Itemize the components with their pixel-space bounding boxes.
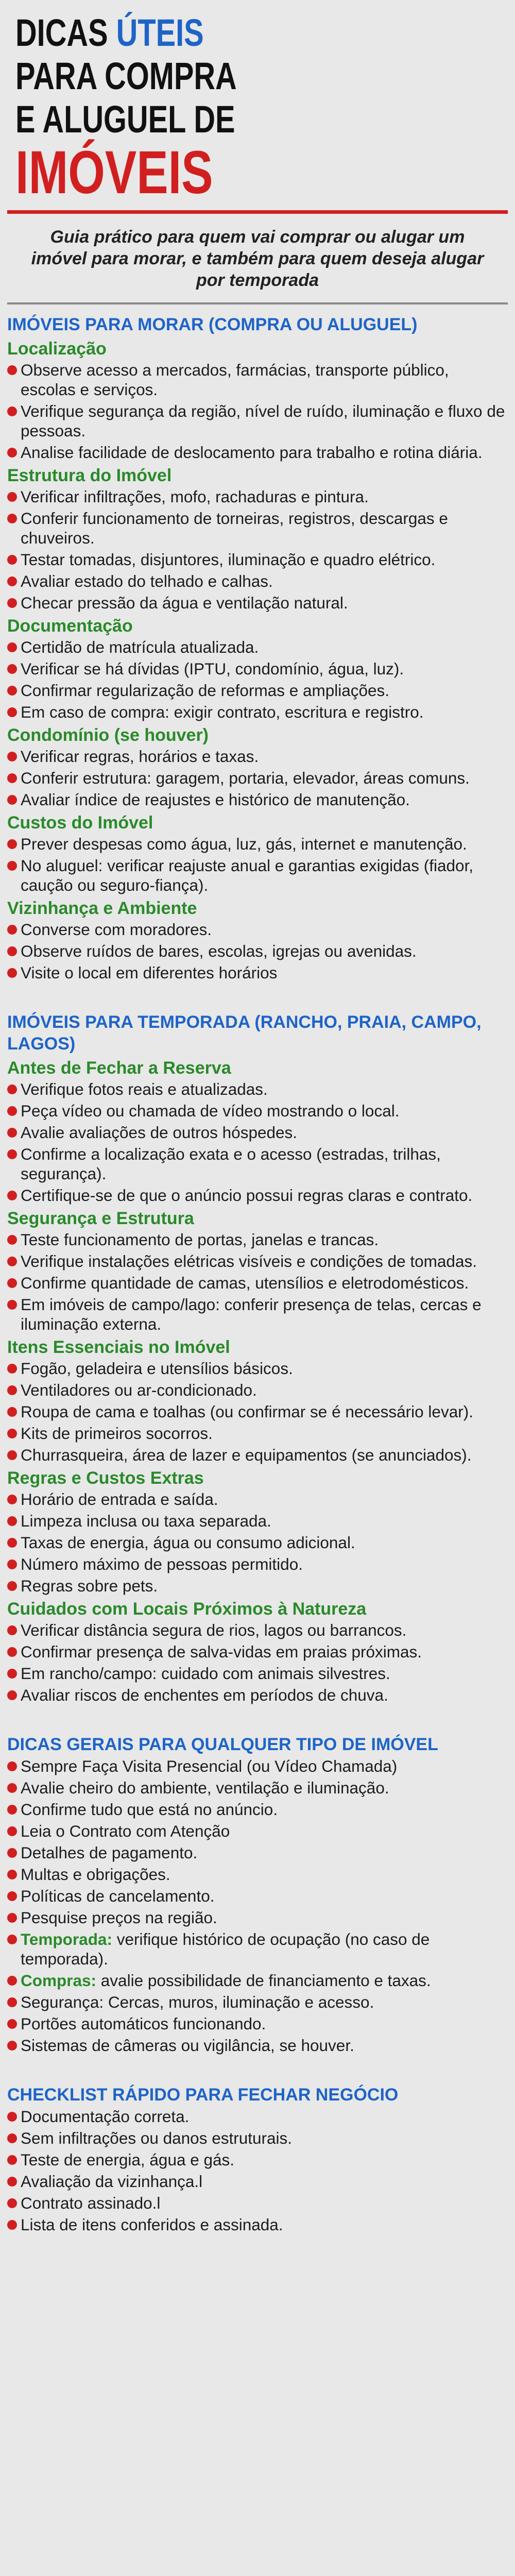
list-item [7,2036,508,2055]
list-item [7,1778,508,1798]
list-item-text: Detalhes de pagamento. [21,1843,198,1862]
list-item-text: Confirme quantidade de camas, utensílios e eletrodomésticos. [21,1274,469,1292]
list-item [7,1886,508,1906]
subsection-title: Itens Essenciais no Imóvel [7,1337,230,1357]
list-item-text: Teste funcionamento de portas, janelas e trancas. [21,1230,379,1249]
list-item-text: Peça vídeo ou chamada de vídeo mostrando o local. [21,1101,400,1120]
bullet-icon [7,861,17,871]
bullet-list [7,2107,508,2234]
list-item [7,2172,508,2191]
subsection-title: Localização [7,339,107,359]
bullet-icon [7,2155,17,2165]
list-item-text: Conferir estrutura: garagem, portaria, elevador, áreas comuns. [21,769,470,787]
bullet-list [7,1756,508,2055]
list-item-text: Verifique segurança da região, nível de ruído, iluminação e fluxo de pessoas. [21,402,505,440]
list-item-text: Avaliação da vizinhança.l [21,2172,203,2191]
intro-text: Guia prático para quem vai comprar ou alugar um imóvel para morar, e também para quem deseja alugar por temporada [31,227,484,290]
list-item-text: Testar tomadas, disjuntores, iluminação e quadro elétrico. [21,550,436,569]
bullet-icon [7,839,17,849]
bullet-list [7,747,508,809]
list-item [7,1489,508,1509]
list-item [7,550,508,569]
bullet-icon [7,707,17,717]
subsection-title: Vizinhança e Ambiente [7,899,197,918]
bullet-icon [7,555,17,565]
list-item [7,1359,508,1378]
bullet-icon [7,365,17,375]
section-spacer [7,2057,508,2073]
bullet-icon [7,1257,17,1266]
list-item [7,1402,508,1421]
list-item-text: avalie possibilidade de financiamento e taxas. [96,1971,431,1990]
section-spacer [7,985,508,1000]
list-item [7,1144,508,1183]
bullet-icon [7,1935,17,1944]
bullet-icon [7,1495,17,1504]
bullet-icon [7,1429,17,1438]
list-item [7,1380,508,1400]
list-item-text: Roupa de cama e toalhas (ou confirmar se é necessário levar). [21,1402,473,1421]
list-item [7,1971,508,1990]
list-item [7,1273,508,1293]
bullet-list [7,360,508,462]
bullet-icon [7,1913,17,1923]
bullet-icon [7,1538,17,1548]
bullet-list [7,1079,508,1205]
bullet-list [7,1230,508,1334]
bullet-icon [7,946,17,956]
list-item [7,1554,508,1574]
bullet-icon [7,1690,17,1700]
bullet-icon [7,514,17,523]
list-item [7,443,508,462]
list-item-text: Horário de entrada e saída. [21,1490,218,1509]
list-item [7,1079,508,1099]
list-item [7,768,508,788]
bullet-icon [7,1560,17,1569]
list-item [7,2107,508,2126]
list-item-lead: Temporada: [21,1930,112,1948]
list-item-text: Limpeza inclusa ou taxa separada. [21,1512,271,1530]
list-item [7,509,508,548]
bullet-icon [7,968,17,978]
bullet-icon [7,1450,17,1460]
list-item [7,637,508,657]
list-item-text: Ventiladores ou ar-condicionado. [21,1381,257,1399]
bullet-list [7,1620,508,1705]
bullet-icon [7,2198,17,2208]
bullet-icon [7,2220,17,2230]
list-item [7,963,508,982]
list-item-text: Verificar se há dívidas (IPTU, condomínio, água, luz). [21,659,404,678]
bullet-icon [7,925,17,935]
list-item [7,1423,508,1443]
list-item-text: Kits de primeiros socorros. [21,1424,213,1443]
list-item [7,1685,508,1705]
list-item [7,747,508,766]
list-item [7,1800,508,1819]
bullet-icon [7,2133,17,2143]
bullet-icon [7,1783,17,1793]
list-item-text: Conferir funcionamento de torneiras, registros, descargas e chuveiros. [21,509,448,547]
list-item [7,681,508,700]
section-title: IMÓVEIS PARA TEMPORADA (RANCHO, PRAIA, CAMPO, LAGOS) [7,1012,482,1054]
bullet-icon [7,1761,17,1771]
bullet-list [7,1359,508,1465]
list-item [7,1511,508,1531]
list-item [7,1185,508,1205]
subsection-title: Antes de Fechar a Reserva [7,1058,231,1078]
bullet-list [7,920,508,982]
list-item [7,1843,508,1862]
bullet-icon [7,686,17,696]
bullet-icon [7,1669,17,1679]
list-item-text: Analise facilidade de deslocamento para trabalho e rotina diária. [21,443,483,462]
bullet-icon [7,1300,17,1310]
bullet-list [7,487,508,613]
list-item-text: Contrato assinado.l [21,2194,161,2212]
list-item-text: No aluguel: verificar reajuste anual e garantias exigidas (fiador, caução ou seguro-fiança). [21,856,474,894]
list-item [7,2215,508,2234]
bullet-icon [7,1891,17,1901]
list-item-text: Documentação correta. [21,2107,190,2126]
list-item [7,1908,508,1927]
title-line-2: PARA COMPRA [15,55,237,97]
list-item-text: Visite o local em diferentes horários [21,963,278,982]
list-item-text: Pesquise preços na região. [21,1908,217,1927]
list-item-lead: Compras: [21,1971,97,1990]
bullet-icon [7,1870,17,1879]
list-item-text: Verifique instalações elétricas visíveis e condições de tomadas. [21,1252,477,1270]
list-item-text: Avaliar índice de reajustes e histórico de manutenção. [21,790,410,809]
list-item [7,1642,508,1662]
section-spacer [7,1707,508,1722]
list-item [7,1533,508,1552]
list-item [7,790,508,809]
bullet-icon [7,1084,17,1094]
list-item [7,1251,508,1271]
bullet-icon [7,1106,17,1116]
list-item-text: Avalie cheiro do ambiente, ventilação e iluminação. [21,1778,389,1797]
bullet-list [7,637,508,722]
list-item-text: Verificar regras, horários e taxas. [21,747,259,766]
bullet-icon [7,598,17,608]
list-item-text: Avaliar estado do telhado e calhas. [21,572,273,590]
list-item-text: Confirmar regularização de reformas e ampliações. [21,681,390,700]
bullet-icon [7,664,17,674]
list-item-text: Sistemas de câmeras ou vigilância, se houver. [21,2036,354,2055]
subsection-title: Regras e Custos Extras [7,1468,204,1488]
list-item-text: Confirme a localização exata e o acesso (estradas, trilhas, segurança). [21,1145,441,1183]
bullet-icon [7,1385,17,1395]
list-item-text: Checar pressão da água e ventilação natural. [21,594,348,612]
list-item-text: Verificar infiltrações, mofo, rachaduras e pintura. [21,487,369,506]
subsection-title: Cuidados com Locais Próximos à Natureza [7,1599,367,1619]
list-item-text: Converse com moradores. [21,920,212,939]
list-item [7,1123,508,1142]
list-item [7,1101,508,1121]
bullet-icon [7,1581,17,1591]
bullet-icon [7,1364,17,1374]
document-content [7,314,508,2234]
header-divider [7,210,508,214]
title-line-4: IMÓVEIS [15,139,213,207]
list-item [7,1230,508,1249]
list-item [7,941,508,961]
bullet-icon [7,1997,17,2007]
bullet-icon [7,1407,17,1417]
bullet-icon [7,1647,17,1657]
list-item-text: Verificar distância segura de rios, lagos ou barrancos. [21,1621,407,1639]
list-item-text: Portões automáticos funcionando. [21,2014,266,2033]
list-item-text: Leia o Contrato com Atenção [21,1822,230,1840]
list-item [7,2150,508,2170]
bullet-icon [7,1848,17,1858]
bullet-icon [7,1805,17,1815]
list-item-text: Prever despesas como água, luz, gás, internet e manutenção. [21,835,467,853]
bullet-icon [7,752,17,761]
bullet-icon [7,1235,17,1245]
list-item-text: Observe acesso a mercados, farmácias, transporte público, escolas e serviços. [21,361,449,399]
bullet-icon [7,1278,17,1288]
bullet-list [7,834,508,895]
bullet-icon [7,795,17,805]
list-item-text: Em caso de compra: exigir contrato, escritura e registro. [21,703,424,721]
list-item-text: Avaliar riscos de enchentes em períodos de chuva. [21,1686,388,1704]
list-item [7,2193,508,2213]
bullet-icon [7,1976,17,1986]
bullet-icon [7,1128,17,1138]
list-item-text: Certifique-se de que o anúncio possui regras claras e contrato. [21,1186,473,1205]
list-item-text: Multas e obrigações. [21,1865,170,1884]
list-item [7,571,508,591]
bullet-icon [7,2041,17,2050]
list-item-text: Sempre Faça Visita Presencial (ou Vídeo Chamada) [21,1757,398,1775]
list-item-text: Teste de energia, água e gás. [21,2150,235,2169]
list-item [7,1929,508,1969]
list-item-text: Confirmar presença de salva-vidas em praias próximas. [21,1642,422,1661]
list-item [7,834,508,854]
title-emphasis: ÚTEIS [116,11,204,54]
list-item-text: Verifique fotos reais e atualizadas. [21,1080,268,1098]
section-title: DICAS GERAIS PARA QUALQUER TIPO DE IMÓVEL [7,1735,438,1754]
title-prefix: DICAS [15,11,116,54]
list-item-text: Sem infiltrações ou danos estruturais. [21,2129,293,2147]
list-item-text: Fogão, geladeira e utensílios básicos. [21,1359,293,1378]
subsection-title: Condomínio (se houver) [7,725,209,745]
bullet-icon [7,1625,17,1635]
bullet-icon [7,406,17,416]
bullet-icon [7,2177,17,2187]
list-item-text: Confirme tudo que está no anúncio. [21,1800,278,1819]
list-item-text: Em rancho/campo: cuidado com animais silvestres. [21,1664,390,1683]
list-item [7,593,508,613]
list-item [7,1865,508,1884]
title-line-3: E ALUGUEL DE [15,98,235,141]
list-item [7,920,508,939]
list-item [7,702,508,722]
bullet-icon [7,2019,17,2029]
list-item [7,401,508,440]
list-item [7,2128,508,2148]
bullet-icon [7,2112,17,2122]
list-item [7,2014,508,2033]
list-item [7,1992,508,2012]
list-item [7,1664,508,1683]
list-item [7,360,508,399]
section-title: IMÓVEIS PARA MORAR (COMPRA OU ALUGUEL) [7,315,418,334]
title-line-1 [15,11,400,55]
intro-divider [7,302,508,304]
list-item [7,1576,508,1596]
bullet-icon [7,577,17,586]
subsection-title: Custos do Imóvel [7,813,153,833]
list-item-text: Taxas de energia, água ou consumo adicional. [21,1533,355,1552]
bullet-icon [7,642,17,652]
bullet-icon [7,1826,17,1836]
list-item-text: Lista de itens conferidos e assinada. [21,2215,283,2234]
bullet-icon [7,1516,17,1526]
list-item [7,487,508,506]
subsection-title: Estrutura do Imóvel [7,466,172,485]
list-item [7,1445,508,1465]
list-item [7,1821,508,1841]
list-item [7,1756,508,1776]
list-item-text: Políticas de cancelamento. [21,1887,215,1905]
bullet-icon [7,1149,17,1159]
list-item-text: Observe ruídos de bares, escolas, igrejas ou avenidas. [21,942,417,960]
list-item-text: Número máximo de pessoas permitido. [21,1555,303,1573]
bullet-list [7,1489,508,1596]
list-item [7,856,508,895]
subsection-title: Documentação [7,616,133,636]
list-item-text: Segurança: Cercas, muros, iluminação e acesso. [21,1993,374,2011]
subsection-title: Segurança e Estrutura [7,1209,194,1228]
bullet-icon [7,492,17,502]
list-item-text: Avalie avaliações de outros hóspedes. [21,1123,298,1142]
bullet-icon [7,773,17,783]
list-item-text: Em imóveis de campo/lago: conferir presença de telas, cercas e iluminação externa. [21,1295,482,1333]
list-item-text: Certidão de matrícula atualizada. [21,638,259,656]
document-header [7,0,508,207]
list-item [7,1620,508,1640]
list-item-text: Churrasqueira, área de lazer e equipamentos (se anunciados). [21,1446,472,1464]
list-item [7,659,508,679]
bullet-icon [7,1191,17,1200]
bullet-icon [7,448,17,457]
list-item-text: verifique histórico de ocupação (no caso de temporada). [21,1930,430,1968]
list-item-text: Regras sobre pets. [21,1577,158,1595]
list-item [7,1295,508,1334]
section-title: CHECKLIST RÁPIDO PARA FECHAR NEGÓCIO [7,2085,399,2105]
